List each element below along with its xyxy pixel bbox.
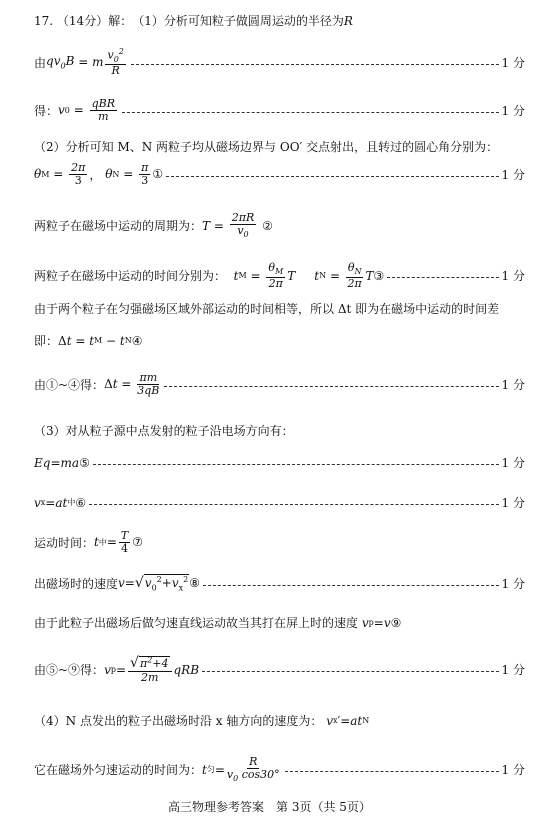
- part2-intro: （2）分析可知 M、N 两粒子均从磁场边界与 OO′ 交点射出，且转过的圆心角分别为：: [34, 140, 499, 154]
- dash-leader: [202, 671, 499, 672]
- dash-leader: [203, 585, 499, 586]
- score: 1 分: [501, 269, 525, 284]
- score: 1 分: [501, 55, 525, 70]
- eq-exit-speed: 出磁场时的速度 v = √ $v_0^2+v_x^2$ ⑧ 1 分: [34, 575, 525, 593]
- score: 1 分: [501, 456, 525, 470]
- eq-v0: 得： v 0 = $\frac{\text{qBR}}{m}$ 1 分: [34, 97, 525, 123]
- same-time-note: 由于两个粒子在匀强磁场区域外部运动的时间相等，所以 Δt 即为在磁场中运动的时间差: [34, 302, 500, 316]
- score: 1 分: [501, 377, 525, 392]
- score: 1 分: [501, 763, 525, 778]
- score: 1 分: [501, 663, 525, 678]
- eq-vp: 由⑤~⑨得： v p = $\frac{√\pi^2+4}{2m}$ qRB 1 分: [34, 655, 525, 684]
- score: 1 分: [501, 496, 525, 510]
- eq-delta-t-def: 即： Δ t = t M − t N ④: [34, 333, 143, 348]
- score: 1 分: [501, 167, 525, 182]
- eq-angles: θ M = $\frac{2\pi}{3}$ ， θ N = $\frac{\pi}{3}$ ① 1 分: [34, 161, 525, 187]
- dash-leader: [285, 771, 499, 772]
- dash-leader: [164, 386, 498, 387]
- screen-speed-note: 由于此粒子出磁场后做匀速直线运动故当其打在屏上时的速度 v p = v ⑨: [34, 615, 402, 630]
- dash-leader: [122, 112, 499, 113]
- dash-leader: [166, 176, 498, 177]
- eq-motion-time: 运动时间： t 中 = $\frac{T}{4}$ ⑦: [34, 529, 144, 555]
- part4-intro: （4）N 点发出的粒子出磁场时沿 x 轴方向的速度为： v x ′= at N: [34, 713, 370, 728]
- dash-leader: [93, 464, 499, 465]
- dash-leader: [89, 504, 498, 505]
- q17-header: 17. （14分） 解： （1）分析可知粒子做圆周运动的半径为 R: [34, 13, 353, 28]
- page-footer: 高三物理参考答案 第 3页（共 5页）: [168, 800, 371, 814]
- eq-eq-ma: Eq = ma ⑤ 1 分: [34, 455, 525, 470]
- eq-period: 两粒子在磁场中运动的周期为： T = $\frac{2\pi R}{v_0}$ ②: [34, 211, 273, 239]
- dash-leader: [131, 64, 499, 65]
- score: 1 分: [501, 576, 525, 591]
- dash-leader: [387, 277, 498, 278]
- eq-vx: v x = at 中 ⑥ 1 分: [34, 495, 525, 510]
- eq-lorentz: 由 $qv_0B$ = m $\frac{v_0^2}{R}$ 1 分: [34, 47, 525, 78]
- eq-outside-time: 它在磁场外匀速运动的时间为： t 匀 = $\frac{R}{v_0 \cos 30^\circ}$ 1 分: [34, 755, 525, 783]
- part3-intro: （3）对从粒子源中点发射的粒子沿电场方向有：: [34, 424, 294, 438]
- eq-delta-t-result: 由①~④得： Δ t = $\frac{\pi m}{3qB}$ 1 分: [34, 371, 525, 397]
- eq-times: 两粒子在磁场中运动的时间分别为： t M = $\frac{\theta_M}{2\pi}$ T t N = $\frac{\theta_N}{2\pi}$ T ③ 1 分: [34, 261, 525, 290]
- score: 1 分: [501, 103, 525, 118]
